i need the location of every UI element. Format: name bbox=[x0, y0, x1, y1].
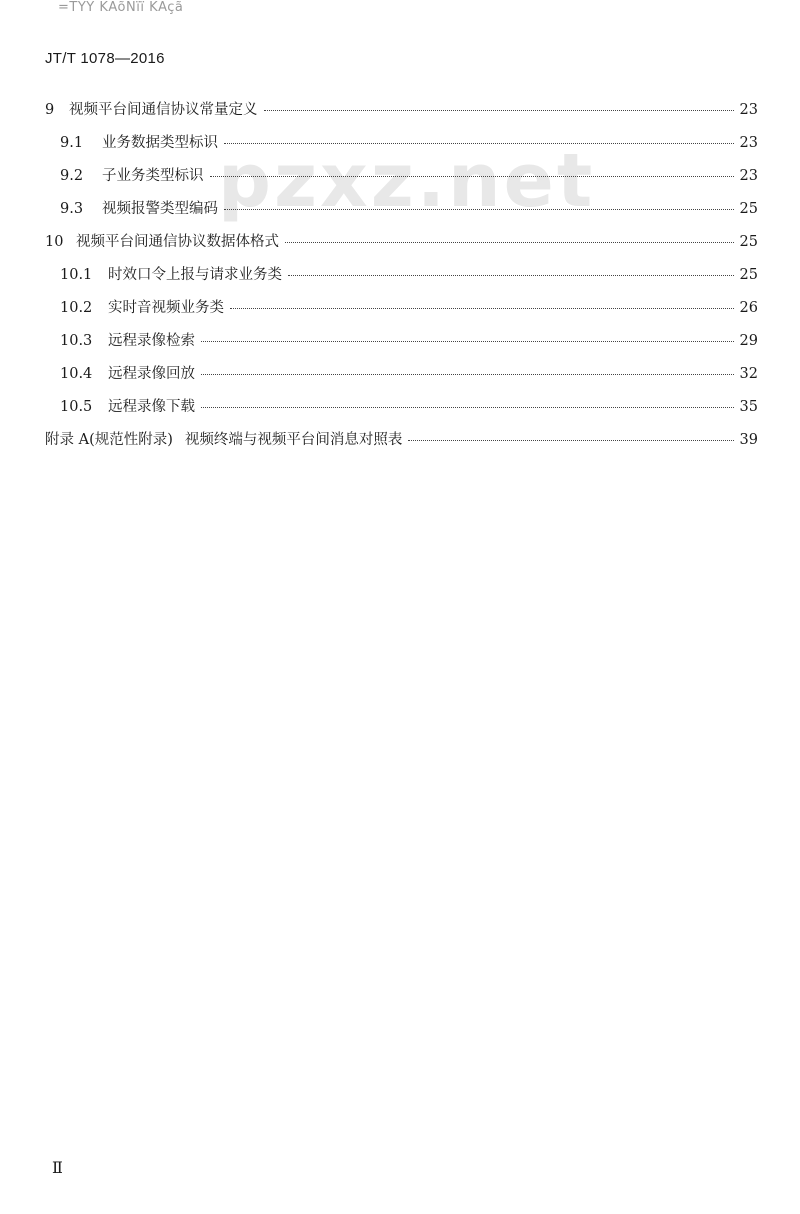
toc-entry-title: 业务数据类型标识 bbox=[102, 135, 218, 151]
toc-leader-dots bbox=[201, 374, 734, 375]
page-number: Ⅱ bbox=[52, 1158, 63, 1177]
toc-entry-title: 远程录像检索 bbox=[108, 333, 195, 349]
toc-entry-10-1[interactable] bbox=[60, 263, 758, 284]
toc-entry-page: 25 bbox=[739, 267, 758, 283]
toc-leader-dots bbox=[201, 407, 734, 408]
toc-entry-page: 39 bbox=[739, 432, 758, 448]
toc-leader-dots bbox=[201, 341, 734, 342]
toc-entry-title: 远程录像下载 bbox=[108, 399, 195, 415]
toc-entry-title: 视频报警类型编码 bbox=[102, 201, 218, 217]
toc-entry-page: 23 bbox=[739, 135, 758, 151]
toc-leader-dots bbox=[288, 275, 734, 276]
watermark: pzxz.net bbox=[218, 138, 596, 224]
toc-entry-number: 10 bbox=[45, 234, 64, 250]
toc-entry-10-3[interactable] bbox=[60, 329, 758, 350]
toc-entry-page: 25 bbox=[739, 201, 758, 217]
toc-entry-title: 实时音视频业务类 bbox=[108, 300, 224, 316]
toc-entry-number: 10.1 bbox=[60, 267, 93, 283]
toc-leader-dots bbox=[285, 242, 734, 243]
toc-entry-title: 视频平台间通信协议常量定义 bbox=[69, 102, 258, 118]
toc-entry-number: 9.1 bbox=[60, 135, 84, 151]
toc-leader-dots bbox=[210, 176, 734, 177]
toc-entry-title: 子业务类型标识 bbox=[102, 168, 204, 184]
toc-entry-10[interactable] bbox=[45, 230, 758, 251]
toc-entry-10-4[interactable] bbox=[60, 362, 758, 383]
toc-entry-page: 25 bbox=[739, 234, 758, 250]
toc-entry-page: 23 bbox=[739, 102, 758, 118]
toc-entry-number: 10.2 bbox=[60, 300, 93, 316]
toc-entry-9[interactable] bbox=[45, 98, 758, 119]
toc-entry-9-1[interactable] bbox=[60, 131, 758, 152]
toc-entry-number: 9 bbox=[45, 102, 55, 118]
toc-entry-title: 远程录像回放 bbox=[108, 366, 195, 382]
toc-entry-9-3[interactable] bbox=[60, 197, 758, 218]
toc-entry-10-5[interactable] bbox=[60, 395, 758, 416]
toc-leader-dots bbox=[224, 209, 734, 210]
toc-entry-10-2[interactable] bbox=[60, 296, 758, 317]
toc-entry-page: 23 bbox=[739, 168, 758, 184]
toc-entry-number: 9.2 bbox=[60, 168, 84, 184]
toc-entry-page: 32 bbox=[739, 366, 758, 382]
toc-entry-number: 10.4 bbox=[60, 366, 93, 382]
toc-leader-dots bbox=[230, 308, 734, 309]
toc-entry-page: 29 bbox=[739, 333, 758, 349]
toc-leader-dots bbox=[264, 110, 734, 111]
document-number: JT/T 1078—2016 bbox=[45, 50, 165, 67]
toc-entry-title: 视频平台间通信协议数据体格式 bbox=[76, 234, 279, 250]
toc-leader-dots bbox=[408, 440, 733, 441]
toc-entry-appendix-a[interactable] bbox=[45, 428, 758, 449]
toc-entry-page: 35 bbox=[739, 399, 758, 415]
toc-entry-9-2[interactable] bbox=[60, 164, 758, 185]
top-header-mark: =ΤΥΥ ΚÃõÑïï ΚÃçã bbox=[58, 0, 184, 15]
toc-leader-dots bbox=[224, 143, 734, 144]
toc-entry-title: 时效口令上报与请求业务类 bbox=[108, 267, 282, 283]
toc-entry-title: 视频终端与视频平台间消息对照表 bbox=[184, 432, 403, 448]
toc-entry-page: 26 bbox=[739, 300, 758, 316]
toc-entry-number: 附录 A(规范性附录) bbox=[45, 432, 173, 448]
toc-entry-number: 10.5 bbox=[60, 399, 93, 415]
toc-entry-number: 9.3 bbox=[60, 201, 84, 217]
toc-entry-number: 10.3 bbox=[60, 333, 93, 349]
